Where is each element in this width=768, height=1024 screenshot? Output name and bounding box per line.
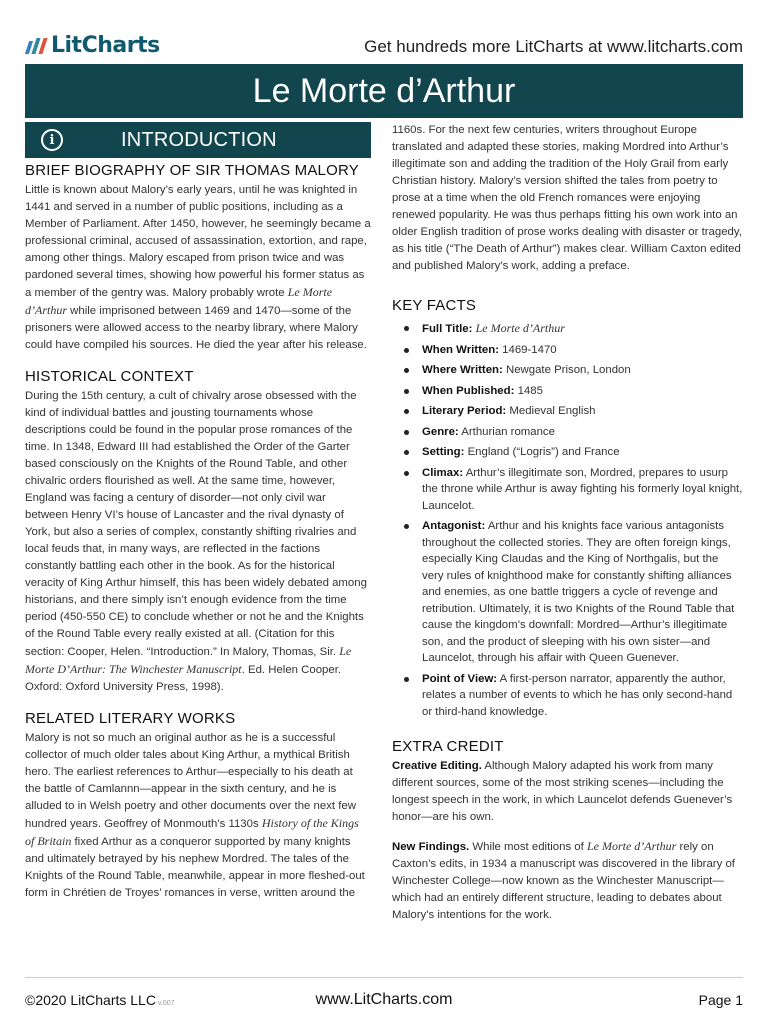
key-fact-item: Where Written: Newgate Prison, London bbox=[392, 362, 743, 379]
left-column bbox=[25, 122, 371, 916]
extra-credit-item: Creative Editing. Although Malory adapted his work from many different sources, some of the most striking scenes—including the longest speech in the work, in which Launcelot defends Guenever’s honor—are his own. bbox=[392, 760, 733, 823]
key-fact-item: Setting: England (“Logris”) and France bbox=[392, 444, 743, 461]
historical-heading: HISTORICAL CONTEXT bbox=[25, 368, 194, 385]
litcharts-logo[interactable] bbox=[27, 33, 160, 58]
key-facts-heading: KEY FACTS bbox=[392, 297, 477, 314]
right-column bbox=[392, 122, 743, 938]
info-icon: i bbox=[41, 129, 63, 151]
extra-credit-item: New Findings. While most editions of Le Morte d’Arthur rely on Caxton’s edits, in 1934 a manuscript was discovered in the library of Winchester College—now known as the Winchester Manuscript—which had an entirely different structure, leading to debates about Malory’s intentions for the work. bbox=[392, 839, 735, 921]
related-heading: RELATED LITERARY WORKS bbox=[25, 710, 236, 727]
key-fact-item: Literary Period: Medieval English bbox=[392, 403, 743, 420]
introduction-bar bbox=[25, 122, 371, 158]
key-fact-item: When Published: 1485 bbox=[392, 383, 743, 400]
key-fact-item: Full Title: Le Morte d’Arthur bbox=[392, 320, 743, 338]
related-continued bbox=[392, 122, 743, 275]
footer-version: v.007 bbox=[157, 1000, 175, 1007]
key-fact-item: Point of View: A first-person narrator, apparently the author, relates a number of events to which he has only second-hand or third-hand knowledge. bbox=[392, 671, 743, 721]
key-fact-item: Climax: Arthur’s illegitimate son, Mordred, prepares to usurp the throne while Arthur is away fighting his formerly loyal knight, Launcelot. bbox=[392, 465, 743, 515]
footer-copyright: ©2020 LitCharts LLC v.007 bbox=[25, 992, 175, 1008]
historical-section bbox=[25, 368, 371, 696]
historical-text: During the 15th century, a cult of chivalry arose obsessed with the kind of individual battles and jousting tournaments whose descriptions could be found in the popular prose romances of the time. In 1348, Edward III had established the Order of the Garter based consciously on the Knights of the Round Table, and other chivalric orders flourished as well. At the same time, however, England was facing a century of disorder—not only civil war between Henry VI’s house of Lancaster and the rival dynasty of York, but also a series of complex, constantly shifting rivalries and local feuds that, in many ways, are reflected in the factions constantly battling each other in the book. As for the historical veracity of King Arthur himself, this has been widely debated among historians, and there simply isn’t enough evidence from the time period (450-550 CE) to conclude whether or not he and the Knights of the Round Table every really existed at all. (Citation for this section: Cooper, Helen. “Introduction.” In Malory, Thomas, Sir. Le Morte D’Arthur: The Winchester Manuscript. Ed. Helen Cooper. Oxford: Oxford University Press, 1998). bbox=[25, 390, 367, 693]
logo-bars-icon bbox=[27, 38, 45, 54]
footer-url-link[interactable]: www.LitCharts.com bbox=[315, 991, 453, 1008]
introduction-label: INTRODUCTION bbox=[121, 128, 277, 151]
extra-credit-heading: EXTRA CREDIT bbox=[392, 738, 504, 755]
related-continued-text: 1160s. For the next few centuries, writers throughout Europe translated and adapted these stories, making Mordred into Arthur’s illegitimate son and adding the tradition of the Holy Grail from early Christian history. Malory’s version shifted the tales from poetry to prose at a time when the old French romances were enjoying renewed popularity. He was thus perhaps fitting his own work into an older English tradition of prose works dealing with disaster or tragedy, as his title (“The Death of Arthur”) makes clear. William Caxton edited and published Malory’s work, adding a preface. bbox=[392, 124, 742, 272]
key-facts-section bbox=[392, 297, 743, 720]
header-tagline: Get hundreds more LitCharts at www.litcharts.com bbox=[364, 37, 743, 56]
title-bar bbox=[25, 64, 743, 118]
key-fact-item: When Written: 1469-1470 bbox=[392, 342, 743, 359]
key-fact-item: Genre: Arthurian romance bbox=[392, 424, 743, 441]
page-header bbox=[0, 0, 768, 64]
related-text: Malory is not so much an original author as he is a successful collector of much older tales about King Arthur, a mythical British hero. The earliest references to Arthur—especially to his death at the battle of Camlannn—appear in the sixth century, and he is alluded to in Welsh poetry and other documents over the next few hundred years. Geoffrey of Monmouth’s 1130s History of the Kings of Britain fixed Arthur as a conqueror supported by many knights and ultimately betrayed by his nephew Mordred. The tales of the Knights of the Round Table, meanwhile, appear in more fleshed-out form in Chrétien de Troyes’ romances in verse, written around the bbox=[25, 732, 365, 899]
extra-credit-section bbox=[392, 738, 743, 924]
footer-divider bbox=[25, 977, 743, 978]
key-fact-item: Antagonist: Arthur and his knights face various antagonists throughout the collected stories. They are often foreign kings, especially King Claudas and the King of Northgalis, but the very rules of knighthood make for constantly shifting alliances and enemies, as one battle triggers a cycle of revenge and retribution. Ultimately, it is two Knights of the Round Table that cause the kingdom’s downfall: Mordred—Arthur’s illegitimate son, and the product of sleeping with his own sister—and Launcelot, through his affair with Queen Guenever. bbox=[392, 518, 743, 667]
biography-section bbox=[25, 162, 371, 354]
footer-page-number: Page 1 bbox=[698, 992, 743, 1008]
key-facts-list bbox=[392, 320, 743, 720]
logo-text: LitCharts bbox=[51, 33, 160, 58]
page-title: Le Morte d’Arthur bbox=[252, 71, 516, 110]
related-section bbox=[25, 710, 371, 902]
biography-heading: BRIEF BIOGRAPHY OF SIR THOMAS MALORY bbox=[25, 162, 359, 179]
biography-text: Little is known about Malory’s early years, until he was knighted in 1441 and served in a number of public positions, including as a Member of Parliament. After 1450, however, he seemingly became a professional criminal, accused of assassination, extortion, and rape, among other things. Malory escaped from prison twice and was pardoned several times, showing how powerful his former status as a member of the gentry was. Malory probably wrote Le Morte d’Arthur while imprisoned between 1469 and 1470—some of the prisoners were allowed access to the nearby library, where Malory could have compiled his sources. He died the year after his release. bbox=[25, 184, 371, 351]
